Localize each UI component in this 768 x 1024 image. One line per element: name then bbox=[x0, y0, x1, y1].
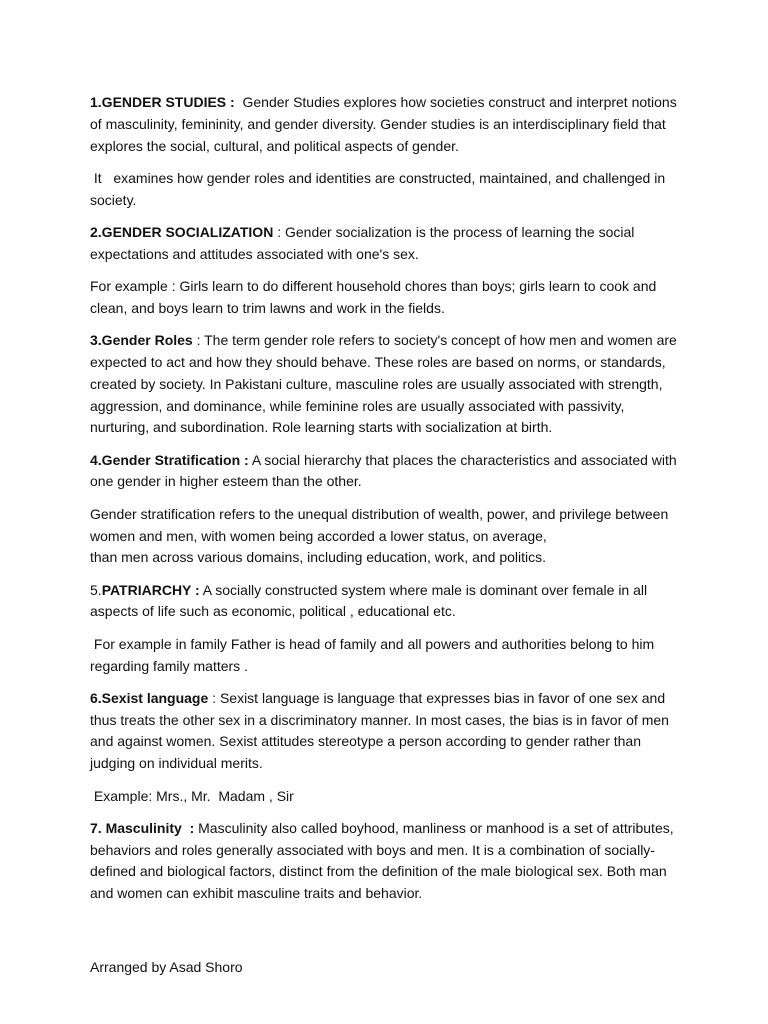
paragraph-gender-studies bbox=[90, 92, 682, 157]
paragraph-masculinity bbox=[90, 818, 682, 905]
paragraph-text: Gender stratification refers to the unequal distribution of wealth, power, and privilege between women and men, with women being accorded a lower status, on average, than men across various domains, including education, work, and politics. bbox=[90, 505, 669, 566]
paragraph-patriarchy-example bbox=[90, 634, 682, 678]
term-masculinity: 7. Masculinity : bbox=[90, 819, 195, 836]
author-credit: Arranged by Asad Shoro bbox=[90, 959, 243, 975]
paragraph-text: For example : Girls learn to do different household chores than boys; girls learn to cook and clean, and boys learn to trim lawns and work in the fields. bbox=[90, 278, 661, 316]
term-gender-roles: 3.Gender Roles bbox=[90, 332, 193, 349]
paragraph-sexist-language bbox=[90, 688, 682, 775]
paragraph-text: For example in family Father is head of family and all powers and authorities belong to him regarding family matters . bbox=[90, 635, 659, 674]
paragraph-text: It examines how gender roles and identities are constructed, maintained, and challenged in society. bbox=[90, 169, 670, 208]
term-gender-studies: 1.GENDER STUDIES : bbox=[90, 94, 235, 110]
definition-gender-studies: Gender Studies explores how societies construct and interpret notions of masculinity, femininity, and gender diversity. Gender studies is an interdisciplinary field that explores the social, cultural, and political aspects of gender. bbox=[90, 94, 681, 154]
definition-gender-roles: : The term gender role refers to society's concept of how men and women are expected to act and how they should behave. These roles are based on norms, or standards, created by society. In Pakistani culture, masculine roles are usually associated with strength, aggression, and dominance, while feminine roles are usually associated with passivity, nurturing, and subordination. Role learning starts with socialization at birth. bbox=[90, 332, 681, 436]
definition-masculinity: Masculinity also called boyhood, manliness or manhood is a set of attributes, behaviors and roles generally associated with boys and men. It is a combination of socially- defined and biological factors, distinct from the definition of the male biological sex. Both man and women can exhibit masculine traits and behavior. bbox=[90, 819, 678, 902]
paragraph-gender-studies-continued bbox=[90, 168, 682, 212]
term-prefix-patriarchy: 5. bbox=[90, 581, 102, 598]
term-patriarchy: PATRIARCHY : bbox=[101, 581, 200, 598]
paragraph-gender-socialization bbox=[90, 222, 682, 266]
definition-sexist-language: : Sexist language is language that expresses bias in favor of one sex and thus treats the other sex in a discriminatory manner. In most cases, the bias is in favor of men and against women. Sexist attitudes stereotype a person according to gender rather than judging on individual merits. bbox=[90, 689, 673, 772]
paragraph-gender-stratification bbox=[90, 450, 682, 494]
term-gender-socialization: 2.GENDER SOCIALIZATION bbox=[90, 223, 274, 240]
document-body bbox=[90, 92, 682, 916]
definition-gender-stratification: A social hierarchy that places the characteristics and associated with one gender in higher esteem than the other. bbox=[90, 451, 681, 490]
paragraph-gender-roles bbox=[90, 330, 682, 439]
term-sexist-language: 6.Sexist language bbox=[90, 689, 209, 706]
definition-gender-socialization: : Gender socialization is the process of learning the social expectations and attitudes associated with one's sex. bbox=[90, 223, 639, 262]
term-gender-stratification: 4.Gender Stratification : bbox=[90, 451, 249, 468]
paragraph-socialization-example bbox=[90, 276, 682, 320]
paragraph-text: Example: Mrs., Mr. Madam , Sir bbox=[90, 787, 294, 804]
paragraph-stratification-detail bbox=[90, 504, 682, 569]
paragraph-patriarchy bbox=[90, 580, 682, 624]
definition-patriarchy: A socially constructed system where male is dominant over female in all aspects of life such as economic, political , educational etc. bbox=[90, 581, 651, 620]
paragraph-sexist-language-example bbox=[90, 786, 682, 808]
